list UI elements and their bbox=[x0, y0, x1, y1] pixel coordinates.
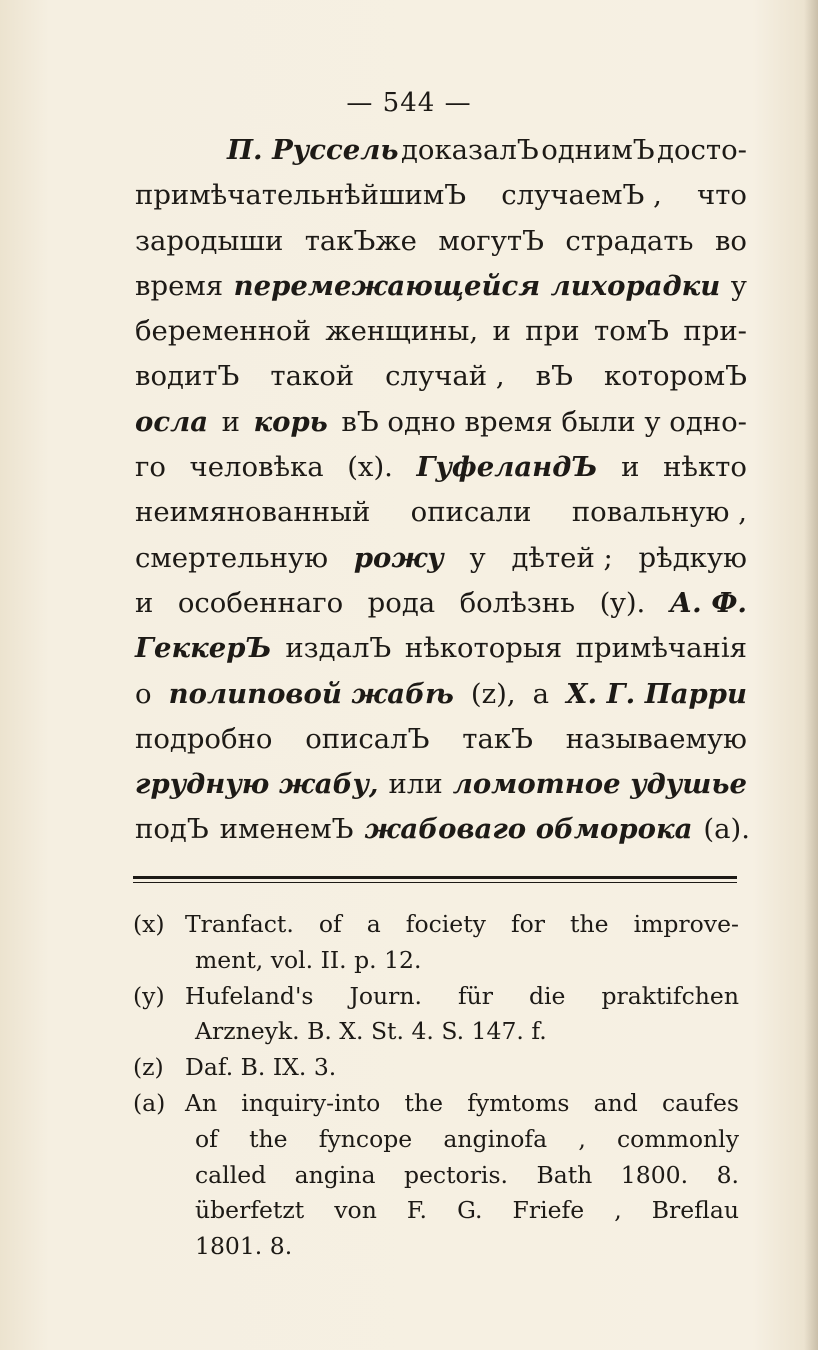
word: болѣзнь bbox=[459, 586, 576, 619]
main-text bbox=[135, 128, 751, 853]
footnote-word: the bbox=[570, 910, 609, 938]
footnote-word: F. bbox=[406, 1196, 428, 1225]
text-line bbox=[135, 264, 747, 309]
footnote-word: G. bbox=[457, 1196, 483, 1225]
footnote-mark: (z) bbox=[133, 1053, 164, 1082]
footnote-word: 1800. bbox=[620, 1160, 689, 1189]
footnote-word: called bbox=[195, 1160, 267, 1189]
footnote-line bbox=[185, 1193, 739, 1229]
word: при bbox=[525, 315, 580, 348]
footnote-z bbox=[133, 1050, 739, 1086]
footnote-word: fyncope bbox=[318, 1124, 413, 1153]
word: рѣдкую bbox=[638, 541, 747, 574]
word: дѣтей ; bbox=[511, 541, 613, 574]
word: вЪ bbox=[535, 360, 573, 393]
word: у bbox=[730, 269, 747, 302]
footnote-word: and bbox=[593, 1088, 638, 1117]
word: случай , bbox=[385, 360, 505, 393]
text-line bbox=[135, 672, 747, 717]
word: и bbox=[492, 315, 511, 348]
footnote-line bbox=[185, 979, 739, 1015]
word: описалЪ bbox=[305, 722, 430, 755]
footnote-mark: (a) bbox=[133, 1088, 166, 1117]
word: повальную , bbox=[571, 496, 747, 529]
author-name: П. Руссель bbox=[227, 134, 399, 166]
text-line bbox=[135, 400, 747, 445]
footnote-word: anginofa bbox=[443, 1124, 548, 1153]
page-number: — 544 — bbox=[346, 88, 472, 118]
text-line bbox=[135, 490, 747, 535]
footnote-word: a bbox=[366, 910, 381, 938]
footnote-separator bbox=[133, 876, 737, 879]
word: именемЪ bbox=[219, 813, 354, 846]
word: такЪже bbox=[304, 224, 417, 257]
word: и bbox=[135, 586, 154, 619]
word: го bbox=[135, 451, 166, 484]
word: однимЪ bbox=[541, 134, 655, 166]
word: досто- bbox=[657, 134, 747, 166]
author-name: ГеккерЪ bbox=[135, 632, 272, 665]
footnote-y bbox=[133, 979, 739, 1051]
footnote-word: , bbox=[614, 1196, 622, 1225]
text-line bbox=[135, 219, 747, 264]
word: смертельную bbox=[135, 541, 329, 574]
word: зародыши bbox=[135, 224, 284, 257]
footnote-word: the bbox=[404, 1088, 444, 1117]
italic-term: корь bbox=[253, 405, 328, 438]
italic-term: лихорадки bbox=[550, 269, 721, 302]
word: во bbox=[714, 224, 747, 257]
footnote-word: of bbox=[318, 910, 342, 938]
footnote-word: Tranfact. bbox=[185, 910, 294, 938]
word: томЪ bbox=[593, 315, 669, 348]
italic-term: осла bbox=[135, 405, 209, 438]
footnote-line bbox=[185, 1158, 739, 1194]
footnote-word: , bbox=[578, 1124, 586, 1153]
text-line bbox=[135, 128, 747, 173]
italic-term: ломотное удушье bbox=[452, 768, 747, 801]
italic-term: рожу bbox=[353, 541, 444, 574]
text-line bbox=[135, 309, 747, 354]
text-line bbox=[135, 354, 747, 399]
word: женщины, bbox=[325, 315, 479, 348]
text-line bbox=[135, 581, 747, 626]
footnote-word: Hufeland's bbox=[185, 981, 314, 1010]
word: рода bbox=[367, 586, 436, 619]
footnote-word: 8. bbox=[716, 1160, 739, 1189]
footnote-word: Bath bbox=[536, 1160, 593, 1189]
word: вЪ одно время были у одно- bbox=[341, 405, 747, 438]
text-line bbox=[135, 173, 747, 218]
footnote-word: inquiry-into bbox=[241, 1088, 381, 1117]
text-line bbox=[135, 536, 747, 581]
footnote-word: die bbox=[529, 981, 566, 1010]
word: водитЪ bbox=[135, 360, 240, 393]
footnote-word: of bbox=[195, 1124, 218, 1153]
word: страдать bbox=[565, 224, 694, 257]
footnote-line: Arzneyk. B. X. St. 4. S. 147. f. bbox=[195, 1017, 547, 1046]
footnote-word: praktifchen bbox=[601, 981, 739, 1010]
footnote-word: Breflau bbox=[651, 1196, 739, 1225]
text-line bbox=[135, 717, 747, 762]
word: доказалЪ bbox=[400, 134, 539, 166]
word: могутЪ bbox=[438, 224, 544, 257]
footnote-word: fociety bbox=[405, 910, 486, 938]
footnote-mark: (x) bbox=[133, 910, 165, 938]
footnote-word: von bbox=[334, 1196, 377, 1225]
word: описали bbox=[410, 496, 532, 529]
footnotes bbox=[133, 907, 739, 1265]
footnote-word: angina bbox=[294, 1160, 376, 1189]
word: при- bbox=[683, 315, 747, 348]
footnote-line: 1801. 8. bbox=[195, 1232, 293, 1261]
footnote-a bbox=[133, 1086, 739, 1265]
italic-term: жабоваго обморока bbox=[364, 813, 693, 846]
footnote-line: Daf. B. IX. 3. bbox=[185, 1053, 337, 1082]
word: примѣчательнѣйшимЪ bbox=[135, 179, 467, 212]
word: время bbox=[135, 269, 224, 302]
word: о bbox=[135, 677, 152, 710]
footnote-mark: (y) bbox=[133, 981, 165, 1010]
word: что bbox=[697, 179, 747, 212]
footnote-word: caufes bbox=[662, 1088, 739, 1117]
word: подЪ bbox=[135, 813, 209, 846]
word: случаемЪ , bbox=[501, 179, 662, 212]
text-line bbox=[135, 807, 751, 852]
text-line bbox=[135, 445, 747, 490]
word: особеннаго bbox=[177, 586, 344, 619]
word: или bbox=[388, 768, 443, 801]
footnote-line bbox=[185, 1122, 739, 1158]
footnote-x bbox=[133, 907, 739, 979]
footnote-ref: (y). bbox=[599, 586, 646, 619]
footnote-word: the bbox=[249, 1124, 288, 1153]
italic-term: перемежающейся bbox=[233, 269, 541, 302]
footnote-line bbox=[185, 907, 739, 943]
word: человѣка bbox=[189, 451, 324, 484]
footnote-ref: (a). bbox=[703, 813, 751, 846]
word: и bbox=[221, 405, 240, 438]
word: такЪ bbox=[462, 722, 533, 755]
author-name: Х. Г. Парри bbox=[566, 677, 747, 710]
footnote-word: für bbox=[457, 981, 494, 1010]
word: которомЪ bbox=[604, 360, 747, 393]
footnote-word: überfetzt bbox=[195, 1196, 305, 1225]
footnote-word: pectoris. bbox=[403, 1160, 508, 1189]
footnote-word: commonly bbox=[617, 1124, 739, 1153]
footnote-line bbox=[185, 1086, 739, 1122]
footnote-word: for bbox=[510, 910, 546, 938]
footnote-word: Journ. bbox=[349, 981, 422, 1010]
footnote-word: improve- bbox=[633, 910, 739, 938]
author-name: ГуфеландЪ bbox=[416, 451, 598, 484]
page-edge-shadow bbox=[804, 0, 818, 1350]
word: такой bbox=[270, 360, 355, 393]
word: а bbox=[532, 677, 550, 710]
footnote-ref: (x). bbox=[347, 451, 393, 484]
footnote-word: fymtoms bbox=[467, 1088, 570, 1117]
footnote-line: ment, vol. II. p. 12. bbox=[195, 945, 422, 974]
footnote-ref: (z), bbox=[470, 677, 516, 710]
author-name: А. Ф. bbox=[669, 586, 747, 619]
word: издалЪ bbox=[285, 632, 392, 665]
footnote-separator-thin bbox=[133, 882, 737, 883]
text-line bbox=[135, 626, 747, 671]
word: неимянованный bbox=[135, 496, 371, 529]
word: и bbox=[621, 451, 640, 484]
footnote-word: Friefe bbox=[512, 1196, 585, 1225]
word: называемую bbox=[565, 722, 747, 755]
word: подробно bbox=[135, 722, 273, 755]
word: у bbox=[469, 541, 486, 574]
footnote-word: An bbox=[185, 1088, 218, 1117]
text-line bbox=[135, 762, 747, 807]
word: примѣчанія bbox=[575, 632, 747, 665]
italic-term: полиповой жабѣ bbox=[168, 677, 454, 710]
word: нѣкто bbox=[663, 451, 747, 484]
italic-term: грудную жабу, bbox=[135, 768, 379, 801]
word: нѣкоторыя bbox=[404, 632, 563, 665]
word: беременной bbox=[135, 315, 311, 348]
